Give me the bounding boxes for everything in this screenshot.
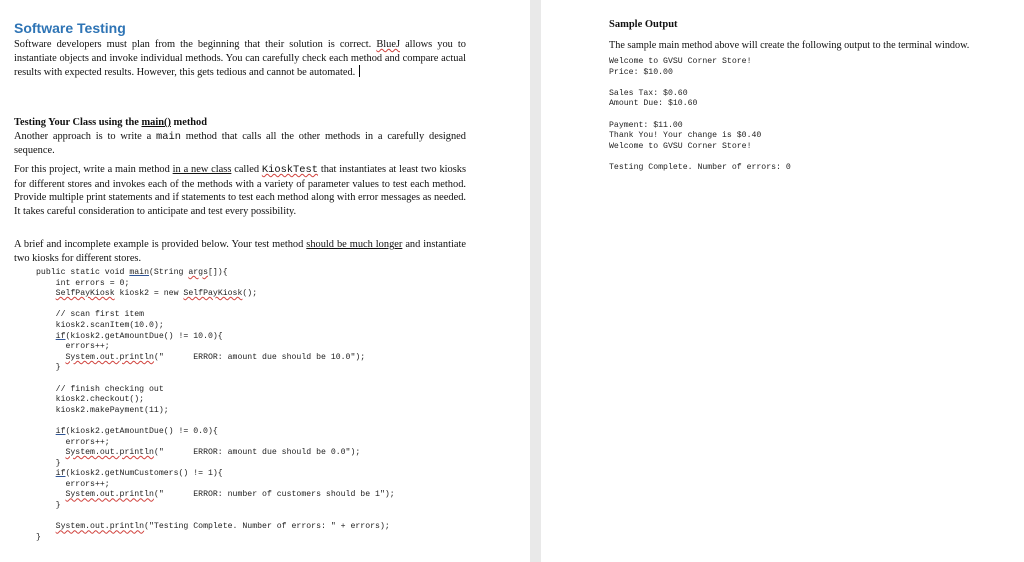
example-text-1: A brief and incomplete example is provided below. Your test method xyxy=(14,239,307,250)
section-heading: Testing Your Class using the main() method xyxy=(14,117,208,128)
output-line: Price: $10.00 xyxy=(609,67,673,77)
intro-text-2: allows you to instantiate objects and invoke individual methods. You can carefully check each method and compare actual results with expected results. However, this gets tedious and cannot be automated. xyxy=(14,39,466,79)
code-line: } xyxy=(36,363,61,373)
code-line: System.out.println(" ERROR: number of customers should be 1"); xyxy=(65,490,395,500)
code-line: errors++; xyxy=(36,479,110,489)
example-text-2: and instantiate two kiosks for different stores. xyxy=(14,239,466,264)
intro-text-1: Software developers must plan from the beginning that their solution is correct. xyxy=(14,39,377,50)
output-line: Amount Due: $10.60 xyxy=(609,99,698,109)
code-line: int errors = 0; xyxy=(36,278,130,288)
code-line: System.out.println("Testing Complete. Number of errors: " + errors); xyxy=(55,522,390,532)
bluej-word: BlueJ xyxy=(376,39,400,50)
code-line: } xyxy=(36,501,61,511)
output-line: Payment: $11.00 xyxy=(609,120,683,130)
code-line: if(kiosk2.getNumCustomers() != 1){ xyxy=(55,469,223,479)
section-testing-main[interactable] xyxy=(14,116,466,158)
code-line: System.out.println(" ERROR: amount due should be 0.0"); xyxy=(65,448,361,458)
section-text-1: Another approach is to write a xyxy=(14,130,157,142)
example-paragraph[interactable] xyxy=(14,238,466,265)
code-line: SelfPayKiosk kiosk2 = new SelfPayKiosk(); xyxy=(55,289,258,299)
text-cursor xyxy=(359,65,360,77)
project-text-1: For this project, write a main method xyxy=(14,164,173,175)
output-line: Sales Tax: $0.60 xyxy=(609,88,688,98)
document-page-right xyxy=(541,0,1024,562)
sample-output-title: Sample Output xyxy=(609,19,678,30)
code-line: public static void main(String args[]){ xyxy=(36,268,228,277)
project-text-3: that instantiates at least two kiosks for different stores and invokes each of the methods with a variety of parameter values to test each method. Provide multiple print statements and if statements to test each method along with error messages as needed. It takes careful consideration to anticipate and test every possibility. xyxy=(14,164,467,217)
code-line: errors++; xyxy=(36,342,110,352)
document-title: Software Testing xyxy=(14,20,126,36)
sample-output-intro[interactable]: The sample main method above will create the following output to the terminal window. xyxy=(609,40,970,51)
should-be-longer-emphasis: should be much longer xyxy=(306,239,403,250)
code-line: kiosk2.scanItem(10.0); xyxy=(36,320,164,330)
main-keyword: main xyxy=(156,130,181,143)
code-line: // scan first item xyxy=(36,310,145,320)
kiosktest-class-name: KioskTest xyxy=(261,164,318,176)
code-line: } xyxy=(36,458,61,468)
output-line: Welcome to GVSU Corner Store! xyxy=(609,141,752,151)
intro-paragraph[interactable] xyxy=(14,38,466,80)
code-line: System.out.println(" ERROR: amount due should be 10.0"); xyxy=(65,352,366,362)
code-line: } xyxy=(36,532,41,542)
code-line: // finish checking out xyxy=(36,384,164,394)
code-line: if(kiosk2.getAmountDue() != 10.0){ xyxy=(55,331,223,341)
code-line: kiosk2.makePayment(11); xyxy=(36,405,169,415)
output-line: Welcome to GVSU Corner Store! xyxy=(609,57,752,66)
code-line: kiosk2.checkout(); xyxy=(36,395,145,405)
output-line: Testing Complete. Number of errors: 0 xyxy=(609,162,791,172)
section-text-2: method that calls all the other methods in a carefully designed sequence. xyxy=(14,130,466,157)
project-text-2: called xyxy=(231,164,262,175)
code-block[interactable] xyxy=(36,268,395,543)
code-line: errors++; xyxy=(36,437,110,447)
code-line: if(kiosk2.getAmountDue() != 0.0){ xyxy=(55,426,218,436)
output-line: Thank You! Your change is $0.40 xyxy=(609,131,762,141)
project-paragraph[interactable] xyxy=(14,163,466,218)
new-class-emphasis: in a new class xyxy=(172,164,232,175)
terminal-output[interactable] xyxy=(609,57,791,174)
